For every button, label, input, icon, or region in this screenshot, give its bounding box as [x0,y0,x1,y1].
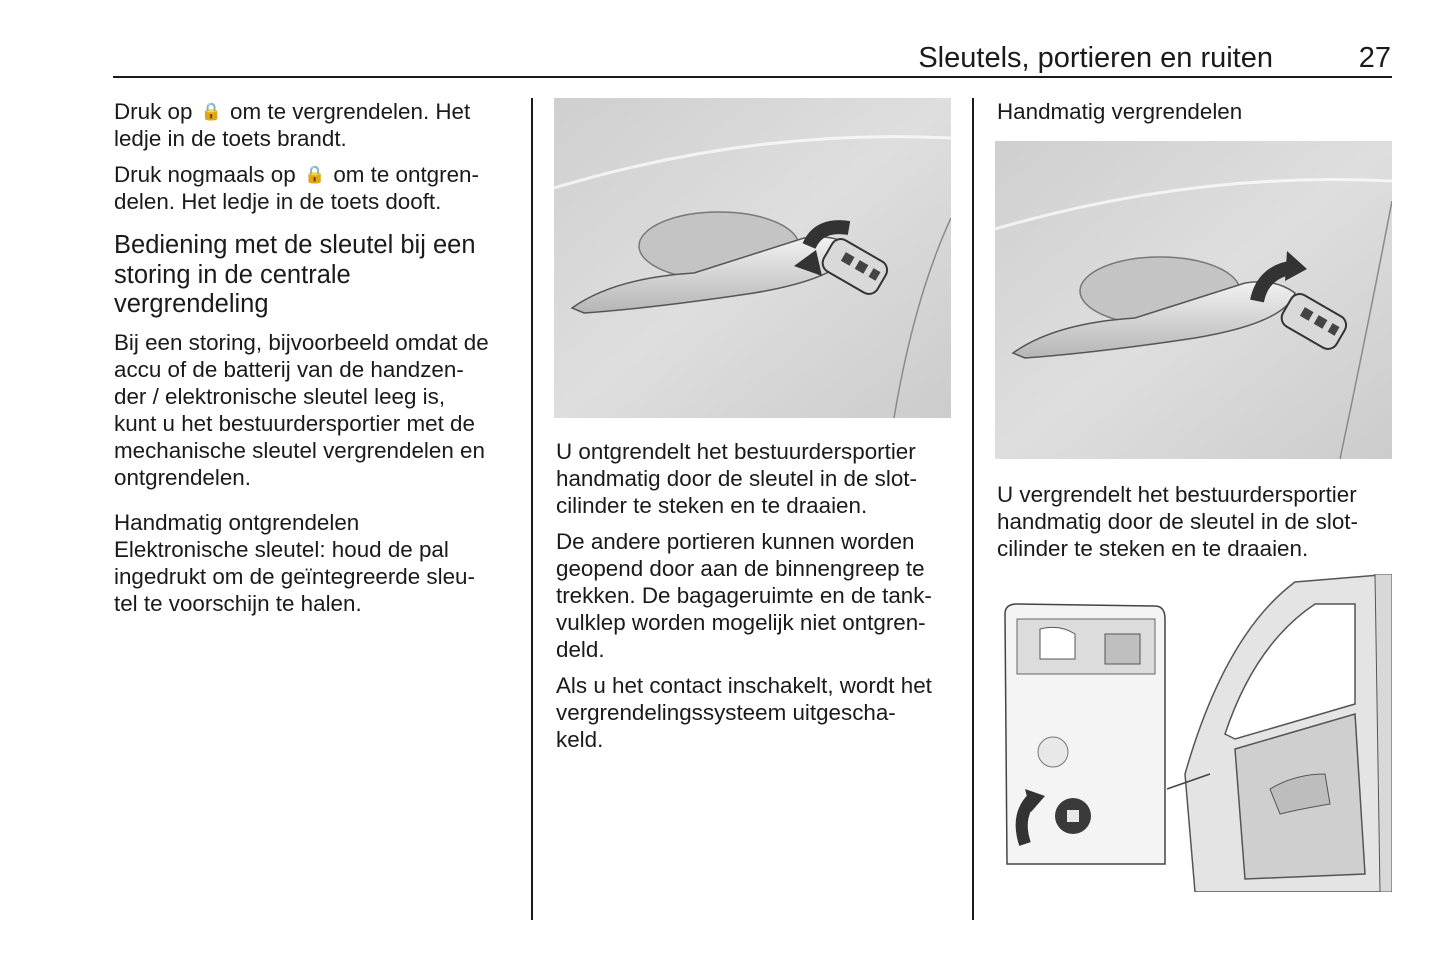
lock-icon: 🔒 [200,102,222,121]
paragraph-electronic-key: Elektronische sleutel: houd de pal ingedrukt om de geïntegreerde sleu- tel te voorschijn te halen. [114,536,475,616]
rear-door-childlock-illustration [995,574,1392,892]
column-1 [114,98,514,617]
paragraph-failure: Bij een storing, bijvoorbeeld omdat de accu of de batterij van de handzen- der / elektronische sleutel leeg is, kunt u het bestuurdersportier met de mechanische sleutel vergrendelen en ontgrendelen. [114,329,489,490]
paragraph-manual-unlock: U ontgrendelt het bestuurdersportier handmatig door de sleutel in de slot- cilinder te steken en te draaien. [556,439,917,518]
paragraph-unlock: Druk nogmaals op 🔒 om te ontgren- delen. Het ledje in de toets dooft. [114,162,479,214]
column-divider-2 [972,98,974,920]
paragraph-ignition: Als u het contact inschakelt, wordt het vergrendelingssysteem uitgescha- keld. [556,673,932,752]
paragraph-manual-lock: U vergrendelt het bestuurdersportier handmatig door de sleutel in de slot- cilinder te steken en te draaien. [997,482,1358,561]
door-handle-lock-illustration [995,141,1392,459]
section-heading: Bediening met de sleutel bij een storing in de centrale vergrendeling [114,231,476,318]
column-2 [556,438,954,753]
subheading-lock: Handmatig vergrendelen [997,99,1243,124]
header-rule [113,76,1392,78]
section-title: Sleutels, portieren en ruiten [918,42,1273,74]
paragraph-lock: Druk op 🔒 om te vergrendelen. Het ledje in de toets brandt. [114,99,471,151]
door-handle-unlock-illustration [554,98,951,418]
column-divider-1 [531,98,533,920]
subheading-unlock: Handmatig ontgrendelen [114,509,360,535]
column-3 [997,98,1393,125]
paragraph-other-doors: De andere portieren kunnen worden geopend door aan de binnengreep te trekken. De bagageruimte en de tank- vulklep worden mogelijk niet ontgren- deld. [556,529,932,662]
page-number: 27 [1358,42,1391,74]
column-3-text [997,481,1393,562]
lock-icon: 🔒 [303,165,326,184]
